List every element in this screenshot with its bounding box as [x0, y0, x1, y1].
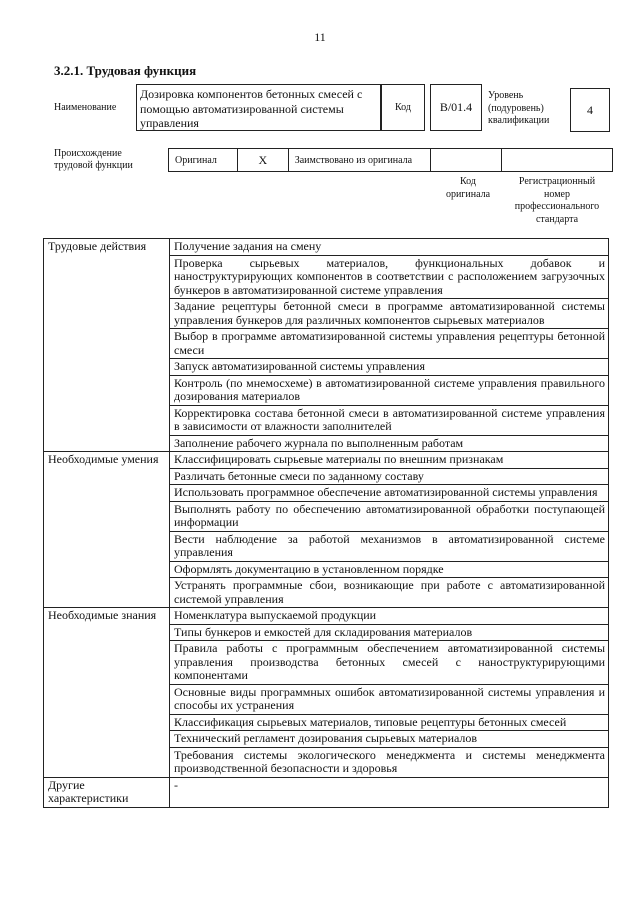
section-title: Необходимые знания [44, 608, 170, 778]
section-item: - [170, 777, 609, 807]
function-name-value: Дозировка компонентов бетонных смесей с помощью автоматизированной системы управления [136, 84, 381, 131]
section-title: Трудовые действия [44, 239, 170, 452]
section-item: Использовать программное обеспечение автоматизированной системы управления [170, 485, 609, 502]
origin-original-label: Оригинал [168, 148, 238, 172]
section-item: Корректировка состава бетонной смеси в автоматизированной системе управления в зависимости от влажности заполнителей [170, 405, 609, 435]
section-item: Технический регламент дозирования сырьевых материалов [170, 731, 609, 748]
name-label: Наименование [54, 102, 117, 113]
section-item: Задание рецептуры бетонной смеси в программе автоматизированной системы управления бункеров для различных компонентов сырьевых материалов [170, 299, 609, 329]
page-number: 11 [314, 30, 326, 44]
section-title: Другие характеристики [44, 777, 170, 807]
section-item: Требования системы экологического менеджмента и системы менеджмента производственной безопасности и здоровья [170, 747, 609, 777]
section-item: Устранять программные сбои, возникающие при работе с автоматизированной системой управления [170, 578, 609, 608]
section-item: Заполнение рабочего журнала по выполненным работам [170, 435, 609, 452]
section-item: Основные виды программных ошибок автоматизированной системы управления и способы их устранения [170, 684, 609, 714]
section-heading: 3.2.1. Трудовая функция [54, 63, 197, 78]
section-item: Контроль (по мнемосхеме) в автоматизированной системе управления правильного дозирования материалов [170, 375, 609, 405]
table-row [44, 777, 609, 807]
level-value: 4 [570, 88, 610, 132]
table-row [44, 608, 609, 625]
origin-reg-cell [501, 148, 613, 172]
origin-label: Происхождение трудовой функции [54, 148, 133, 171]
section-item: Выполнять работу по обеспечению автоматизированной обработки поступающей информации [170, 501, 609, 531]
section-item: Получение задания на смену [170, 239, 609, 256]
origin-row [168, 148, 613, 172]
section-item: Проверка сырьевых материалов, функциональных добавок и наноструктурирующих компонентов в соответствии с расположением загрузочных бункеров в автоматизированной системе управления [170, 255, 609, 299]
origin-mark: X [237, 148, 289, 172]
origin-code-label: Код оригинала [445, 176, 491, 200]
code-label: Код [381, 84, 425, 131]
origin-code-cell [430, 148, 502, 172]
section-item: Классифицировать сырьевые материалы по внешним признакам [170, 452, 609, 469]
section-item: Классификация сырьевых материалов, типовые рецептуры бетонных смесей [170, 714, 609, 731]
section-item: Запуск автоматизированной системы управления [170, 359, 609, 376]
table-row [44, 239, 609, 256]
section-item: Выбор в программе автоматизированной системы управления рецептуры бетонной смеси [170, 329, 609, 359]
section-item: Правила работы с программным обеспечением автоматизированной системы управления производства бетонных смесей с наноструктурирующими компонентами [170, 641, 609, 685]
function-table [43, 238, 609, 808]
table-row [44, 452, 609, 469]
section-item: Оформлять документацию в установленном порядке [170, 561, 609, 578]
origin-reg-label: Регистрационный номер профессионального стандарта [514, 176, 600, 225]
origin-borrowed-label: Заимствовано из оригинала [288, 148, 432, 172]
section-item: Типы бункеров и емкостей для складирования материалов [170, 624, 609, 641]
section-item: Вести наблюдение за работой механизмов в автоматизированной системе управления [170, 531, 609, 561]
section-item: Различать бетонные смеси по заданному составу [170, 468, 609, 485]
level-label: Уровень (подуровень) квалификации [488, 90, 550, 126]
section-title: Необходимые умения [44, 452, 170, 608]
code-value: B/01.4 [430, 84, 482, 131]
section-item: Номенклатура выпускаемой продукции [170, 608, 609, 625]
